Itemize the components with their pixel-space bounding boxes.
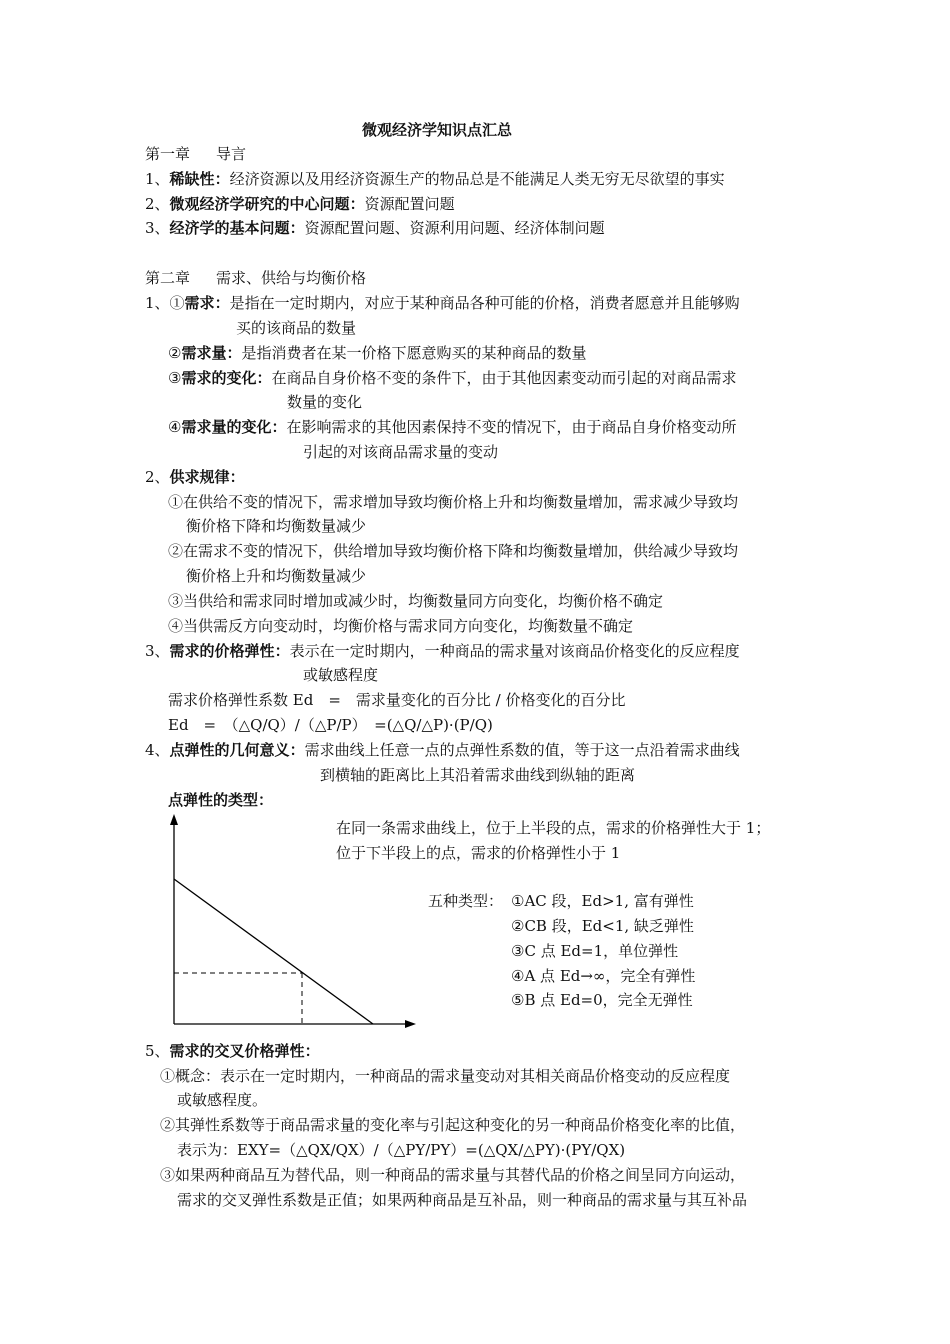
item-text: 资源配置问题、资源利用问题、经济体制问题 (304, 219, 605, 237)
chapter-1-number: 第一章 (145, 145, 191, 163)
chapter-2-title: 需求、供给与均衡价格 (216, 269, 367, 287)
chapter-1-title: 导言 (216, 145, 247, 163)
item-sep: ： (304, 1042, 320, 1060)
item-term: 需求的交叉价格弹性 (169, 1042, 305, 1060)
item-text: 经济资源以及用经济资源生产的物品总是不能满足人类无穷无尽欲望的事实 (229, 170, 725, 188)
item-sep: ： (226, 344, 242, 362)
five-types-label: 五种类型： (428, 892, 504, 910)
item-term: 需求 (184, 294, 215, 312)
ch2-s5-p3-line2: 需求的交叉弹性系数是正值；如果两种商品是互补品，则一种商品的需求量与其互补品 (177, 1191, 748, 1209)
ch2-s5-p2-line2: 表示为：EXY=（△QX/QX）/（△PY/PY）=(△QX/△PY)·(PY/QX) (177, 1141, 626, 1159)
ch2-s5-p1-line1: ①概念：表示在一定时期内，一种商品的需求量变动对其相关商品价格变动的反应程度 (160, 1067, 731, 1085)
ch1-item-2 (145, 194, 455, 214)
item-sep: ： (256, 369, 272, 387)
item-sep: ： (214, 294, 230, 312)
item-term: 需求量的变化 (181, 418, 272, 436)
item-number: ③ (168, 369, 182, 387)
item-number: 2、 (145, 468, 170, 486)
item-text: 在商品自身价格不变的条件下，由于其他因素变动而引起的对商品需求 (271, 369, 737, 387)
chapter-1-heading (145, 144, 246, 164)
item-number: ④ (168, 418, 182, 436)
chapter-2-number: 第二章 (145, 269, 191, 287)
item-term: 点弹性的几何意义 (169, 741, 290, 759)
item-term: 需求的价格弹性 (169, 642, 275, 660)
item-term: 供求规律 (169, 468, 230, 486)
ch2-s5-p3-line1: ③如果两种商品互为替代品，则一种商品的需求量与其替代品的价格之间呈同方向运动， (160, 1166, 746, 1184)
item-term: 稀缺性 (169, 170, 215, 188)
ch2-s3-line2: 或敏感程度 (303, 666, 379, 684)
ch2-s2-rule-2-line1: ②在需求不变的情况下，供给增加导致均衡价格下降和均衡数量增加，供给减少导致均 (168, 542, 739, 560)
ch2-s3-formula-1: 需求价格弹性系数 Ed = 需求量变化的百分比 / 价格变化的百分比 (168, 691, 626, 709)
item-text: 是指消费者在某一价格下愿意购买的某种商品的数量 (241, 344, 587, 362)
ch2-s3-line1 (145, 641, 740, 661)
item-number: ② (168, 344, 182, 362)
chapter-2-heading (145, 268, 366, 288)
elasticity-type-5: ⑤B 点 Ed=0，完全无弹性 (511, 991, 693, 1009)
ch2-s3-formula-2: Ed = （△Q/Q）/（△P/P） =(△Q/△P)·(P/Q) (168, 716, 493, 734)
item-sep: ： (289, 219, 305, 237)
item-text: 需求曲线上任意一点的点弹性系数的值，等于这一点沿着需求曲线 (304, 741, 740, 759)
elasticity-type-3: ③C 点 Ed=1，单位弹性 (511, 942, 679, 960)
elasticity-type-2: ②CB 段，Ed<1, 缺乏弹性 (511, 917, 694, 935)
ch2-s1-a-line1 (145, 293, 740, 313)
item-sep: ： (271, 418, 287, 436)
item-text: 资源配置问题 (364, 195, 455, 213)
ch2-s4-line1 (145, 740, 740, 760)
y-axis-arrow (170, 814, 178, 825)
item-text: 表示在一定时期内，一种商品的需求量对该商品价格变化的反应程度 (289, 642, 740, 660)
demand-curve-line (174, 879, 373, 1024)
item-text: 在影响需求的其他因素保持不变的情况下，由于商品自身价格变动所 (286, 418, 737, 436)
ch2-s2-rule-4: ④当供需反方向变动时，均衡价格与需求同方向变化，均衡数量不确定 (168, 617, 634, 635)
ch2-s2-rule-1-line2: 衡价格下降和均衡数量减少 (186, 517, 367, 535)
ch2-s5-p2-line1: ②其弹性系数等于商品需求量的变化率与引起这种变化的另一种商品价格变化率的比值， (160, 1116, 746, 1134)
item-number: 3、 (145, 219, 170, 237)
item-term: 微观经济学研究的中心问题 (169, 195, 350, 213)
item-number: 5、 (145, 1042, 170, 1060)
ch2-s5-heading (145, 1041, 320, 1061)
ch2-s2-rule-1-line1: ①在供给不变的情况下，需求增加导致均衡价格上升和均衡数量增加，需求减少导致均 (168, 493, 739, 511)
item-text: 是指在一定时期内，对应于某种商品各种可能的价格，消费者愿意并且能够购 (229, 294, 740, 312)
ch1-item-3 (145, 218, 605, 238)
ch2-s1-a-line2: 买的该商品的数量 (236, 319, 357, 337)
item-term: 需求量 (181, 344, 227, 362)
item-sep: ： (214, 170, 230, 188)
ch2-s2-rule-2-line2: 衡价格上升和均衡数量减少 (186, 567, 367, 585)
item-term: 需求的变化 (181, 369, 257, 387)
page-title: 微观经济学知识点汇总 (362, 121, 513, 139)
ch2-s1-c-line1 (168, 368, 737, 388)
item-number: 1、① (145, 294, 185, 312)
item-term: 经济学的基本问题 (169, 219, 290, 237)
ch1-item-1 (145, 169, 725, 189)
item-number: 4、 (145, 741, 170, 759)
elasticity-type-1: ①AC 段，Ed>1, 富有弹性 (511, 892, 694, 910)
item-sep: ： (349, 195, 365, 213)
item-number: 3、 (145, 642, 170, 660)
item-sep: ： (289, 741, 305, 759)
elasticity-type-4: ④A 点 Ed→∞，完全有弹性 (511, 967, 696, 985)
ch2-s5-p1-line2: 或敏感程度。 (177, 1091, 268, 1109)
elasticity-description-1: 在同一条需求曲线上，位于上半段的点，需求的价格弹性大于 1； (336, 819, 771, 837)
ch2-s1-b (168, 343, 587, 363)
item-number: 1、 (145, 170, 170, 188)
ch2-s1-c-line2: 数量的变化 (287, 393, 363, 411)
x-axis-arrow (405, 1020, 416, 1028)
item-number: 2、 (145, 195, 170, 213)
ch2-s2-heading (145, 467, 245, 487)
item-sep: ： (274, 642, 290, 660)
elasticity-types-heading: 点弹性的类型： (168, 791, 274, 809)
ch2-s1-d-line1 (168, 417, 737, 437)
ch2-s1-d-line2: 引起的对该商品需求量的变动 (303, 443, 499, 461)
item-sep: ： (229, 468, 245, 486)
ch2-s4-line2: 到横轴的距离比上其沿着需求曲线到纵轴的距离 (320, 766, 636, 784)
ch2-s2-rule-3: ③当供给和需求同时增加或减少时，均衡数量同方向变化，均衡价格不确定 (168, 592, 664, 610)
elasticity-description-2: 位于下半段上的点，需求的价格弹性小于 1 (336, 844, 621, 862)
